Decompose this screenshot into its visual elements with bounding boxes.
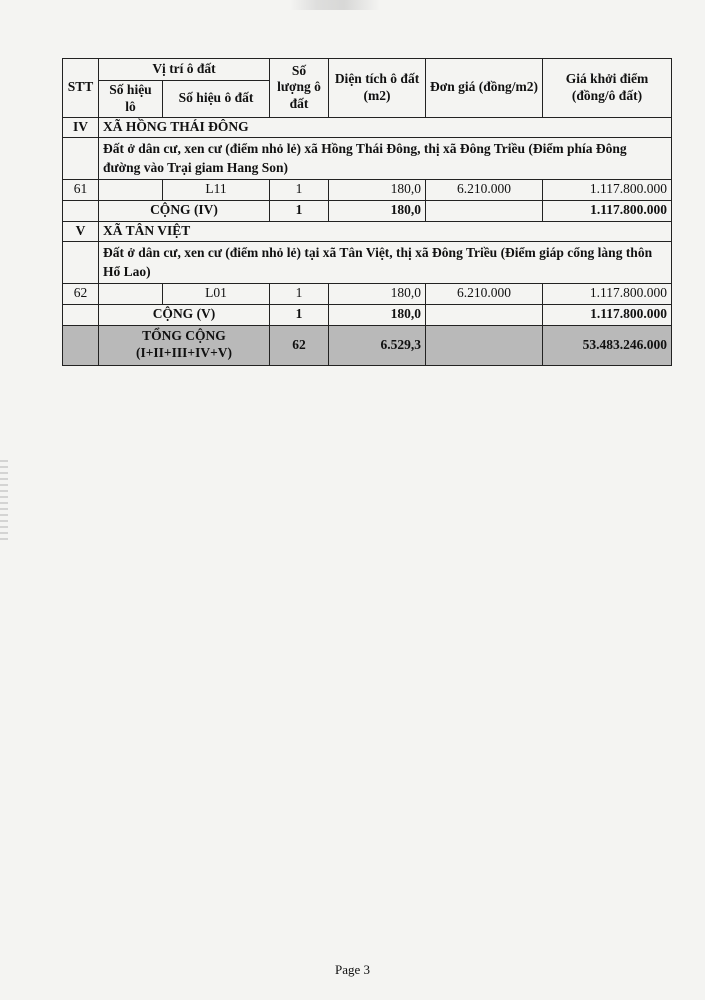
row-price: 1.117.800.000 (543, 283, 672, 304)
header-quantity: Số lượng ô đất (270, 59, 329, 118)
row-area: 180,0 (329, 179, 426, 200)
header-unit-price: Đơn giá (đồng/m2) (426, 59, 543, 118)
land-price-table (62, 58, 672, 366)
row-plot: L01 (163, 283, 270, 304)
header-stt: STT (63, 59, 99, 118)
row-price: 1.117.800.000 (543, 179, 672, 200)
subtotal-price: 1.117.800.000 (543, 200, 672, 221)
scan-artifact (0, 460, 8, 540)
section-row (63, 221, 672, 241)
row-unit-price: 6.210.000 (426, 283, 543, 304)
subtotal-area: 180,0 (329, 304, 426, 325)
header-starting-price: Giá khởi điểm (đồng/ô đất) (543, 59, 672, 118)
row-lot (99, 283, 163, 304)
section-description: Đất ở dân cư, xen cư (điểm nhỏ lẻ) xã Hồng Thái Đông, thị xã Đông Triều (Điểm phía Đông đường vào Trại giam Hang Son) (99, 137, 672, 179)
page-number: Page 3 (334, 962, 371, 977)
subtotal-row (63, 304, 672, 325)
row-lot (99, 179, 163, 200)
description-row (63, 241, 672, 283)
row-stt: 62 (63, 283, 99, 304)
table-row (63, 179, 672, 200)
section-roman: V (63, 221, 99, 241)
subtotal-quantity: 1 (270, 200, 329, 221)
grand-total-price: 53.483.246.000 (543, 325, 672, 365)
grand-total-title: TỔNG CỘNG (142, 328, 226, 344)
section-name: XÃ HỒNG THÁI ĐÔNG (99, 117, 672, 137)
grand-total-label (99, 325, 270, 365)
grand-total-row (63, 325, 672, 365)
row-plot: L11 (163, 179, 270, 200)
header-plot-no: Số hiệu ô đất (163, 81, 270, 118)
header-location: Vị trí ô đất (99, 59, 270, 81)
grand-total-quantity: 62 (270, 325, 329, 365)
subtotal-label: CỘNG (V) (99, 304, 270, 325)
subtotal-area: 180,0 (329, 200, 426, 221)
scan-artifact (290, 0, 380, 10)
section-roman: IV (63, 117, 99, 137)
subtotal-label: CỘNG (IV) (99, 200, 270, 221)
row-quantity: 1 (270, 179, 329, 200)
grand-total-sublabel: (I+II+III+IV+V) (135, 345, 233, 361)
section-name: XÃ TÂN VIỆT (99, 221, 672, 241)
section-description: Đất ở dân cư, xen cư (điểm nhỏ lẻ) tại xã Tân Việt, thị xã Đông Triều (Điểm giáp cổng làng thôn Hổ Lao) (99, 241, 672, 283)
subtotal-row (63, 200, 672, 221)
description-row (63, 137, 672, 179)
section-row (63, 117, 672, 137)
row-quantity: 1 (270, 283, 329, 304)
subtotal-quantity: 1 (270, 304, 329, 325)
row-area: 180,0 (329, 283, 426, 304)
row-unit-price: 6.210.000 (426, 179, 543, 200)
table-row (63, 283, 672, 304)
subtotal-price: 1.117.800.000 (543, 304, 672, 325)
header-area: Diện tích ô đất (m2) (329, 59, 426, 118)
header-lot-no: Số hiệu lô (99, 81, 163, 118)
row-stt: 61 (63, 179, 99, 200)
grand-total-area: 6.529,3 (329, 325, 426, 365)
